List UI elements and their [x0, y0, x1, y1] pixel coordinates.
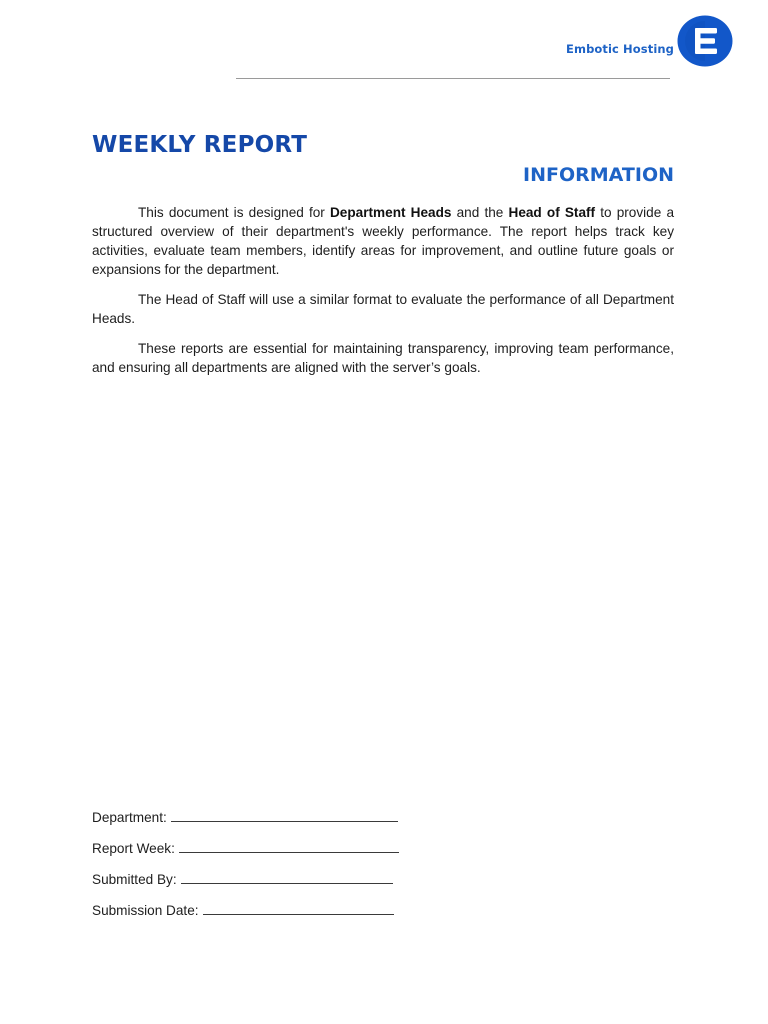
field-submitted-by	[92, 870, 452, 901]
field-report-week	[92, 839, 452, 870]
report-fields	[92, 808, 452, 932]
field-label: Department:	[92, 810, 167, 825]
paragraph-intro: This document is designed for Department Heads and the Head of Staff to provide a structured overview of their department's weekly performance. The report helps track key activities, evaluate team members, identify areas for improvement, and outline future goals or expansions for the department.	[92, 205, 674, 277]
section-heading: INFORMATION	[523, 164, 674, 186]
embotic-e-logo-icon	[677, 15, 733, 67]
paragraph-purpose: These reports are essential for maintaining transparency, improving team performance, and ensuring all departments are aligned with the server’s goals.	[92, 341, 674, 375]
report-week-blank-line[interactable]	[179, 839, 399, 853]
field-label: Report Week:	[92, 841, 175, 856]
department-blank-line[interactable]	[171, 808, 398, 822]
field-label: Submitted By:	[92, 872, 177, 887]
paragraph-evaluation: The Head of Staff will use a similar format to evaluate the performance of all Department Heads.	[92, 292, 674, 326]
submission-date-blank-line[interactable]	[203, 901, 394, 915]
submitted-by-blank-line[interactable]	[181, 870, 393, 884]
emphasis-head-of-staff: Head of Staff	[508, 205, 596, 220]
emphasis-department-heads: Department Heads	[329, 205, 452, 220]
field-label: Submission Date:	[92, 903, 199, 918]
field-submission-date	[92, 901, 452, 932]
header-divider	[236, 78, 670, 79]
header-brand: Embotic Hosting	[566, 42, 674, 56]
field-department	[92, 808, 452, 839]
page-title: WEEKLY REPORT	[92, 132, 308, 158]
information-body	[92, 203, 674, 388]
